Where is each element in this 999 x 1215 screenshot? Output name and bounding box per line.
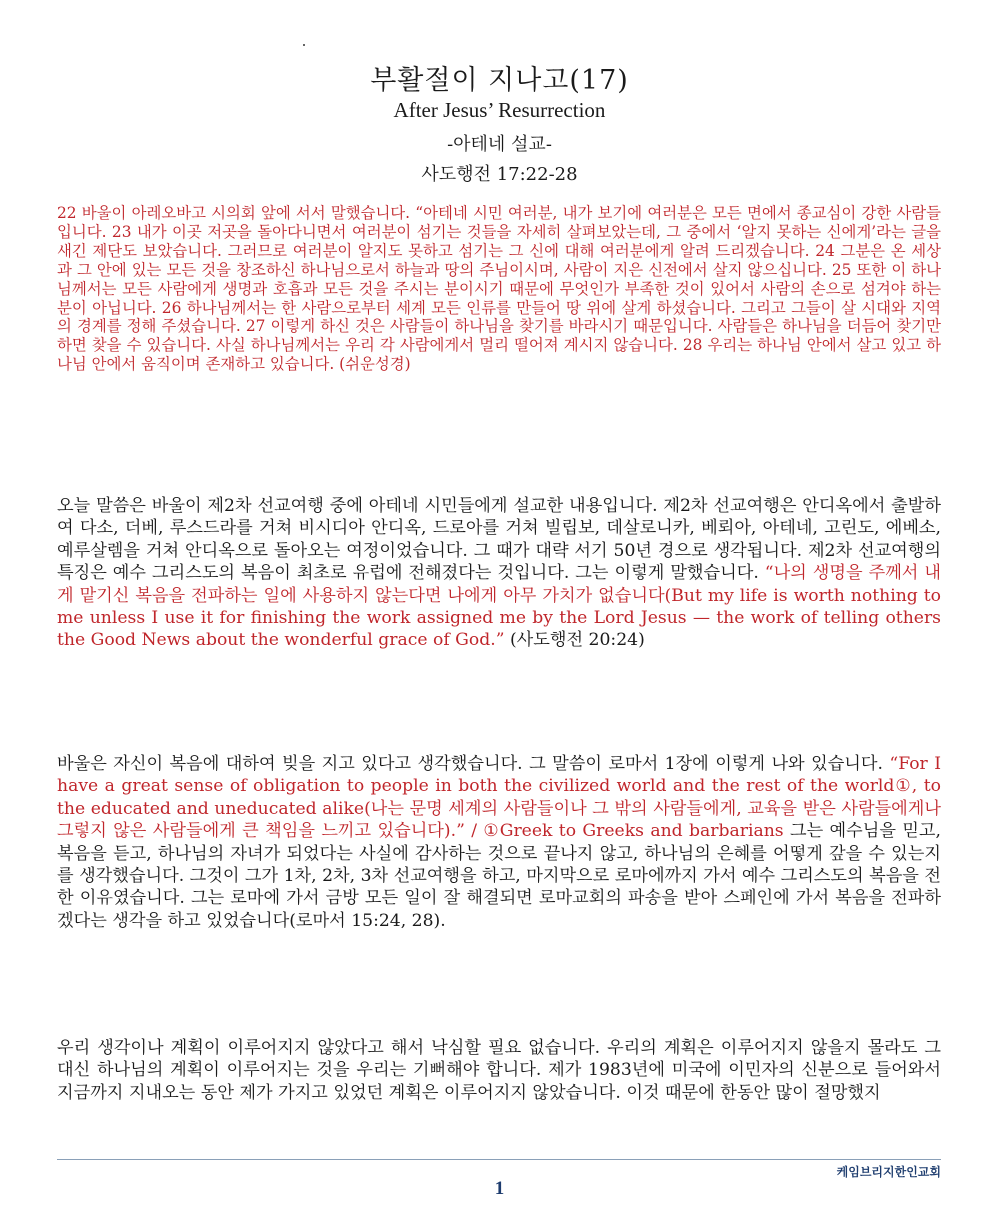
page-number: 1 <box>494 1178 505 1199</box>
sermon-subtitle-english: After Jesus’ Resurrection <box>393 98 606 122</box>
footer-church-name: 케임브리지한인교회 <box>836 1165 941 1179</box>
scripture-passage: 22 바울이 아레오바고 시의회 앞에 서서 말했습니다. “아테네 시민 여러분, 내가 보기에 여러분은 모든 면에서 종교심이 강한 사람들입니다. 23 내가 이곳 저곳을 돌아다니면서 여러분이 섬기는 것들을 자세히 살펴보았는데, 그 중에서 ‘알지 못하는 신에게’라는 글을 새긴 제단도 보았습니다. 그러므로 여러분이 알지도 못하고 섬기는 그 신에 대해 여러분에게 알려 드리겠습니다. 24 그분은 온 세상과 그 안에 있는 모든 것을 창조하신 하나님으로서 하늘과 땅의 주님이시며, 사람이 지은 신전에서 살지 않으십니다. 25 또한 이 하나님께서는 모든 사람에게 생명과 호흡과 모든 것을 주시는 분이시기 때문에 무엇인가 부족한 것이 있어서 사람의 손으로 섬겨야 하는 분이 아닙니다. 26 하나님께서는 한 사람으로부터 세계 모든 인류를 만들어 땅 위에 살게 하셨습니다. 그리고 그들이 살 시대와 지역의 경계를 정해 주셨습니다. 27 이렇게 하신 것은 사람들이 하나님을 찾기를 바라시기 때문입니다. 사람들은 하나님을 더듬어 찾기만 하면 찾을 수 있습니다. 사실 하나님께서는 우리 각 사람에게서 멀리 떨어져 계시지 않습니다. 28 우리는 하나님 안에서 살고 있고 하나님 안에서 움직이며 존재하고 있습니다. (쉬운성경) <box>57 204 941 374</box>
footer-divider <box>57 1159 941 1160</box>
sermon-subtitle-korean: -아테네 설교- <box>447 134 552 155</box>
paragraph-text: 바울은 자신이 복음에 대하여 빚을 지고 있다고 생각했습니다. 그 말씀이 로마서 1장에 이렇게 나와 있습니다. <box>57 754 890 774</box>
body-paragraph-3 <box>57 753 941 932</box>
quoted-verse: “For I have a great sense of obligation to people in both the civilized world and the rest of the world①, to the educated and uneducated alike(나는 문명 세계의 사람들이나 그 밖의 사람들에게, 교육을 받은 사람들에게나 그렇지 않은 사람들에게 큰 책임을 느끼고 있습니다).” / ①Greek to Greeks and barbarians <box>57 754 941 842</box>
paragraph-text: 오늘 말씀은 바울이 제2차 선교여행 중에 아테네 시민들에게 설교한 내용입니다. 제2차 선교여행은 안디옥에서 출발하여 다소, 더베, 루스드라를 거쳐 비시디아 안디옥, 드로아를 거쳐 빌립보, 데살로니카, 베뢰아, 아테네, 고린도, 에베소, 예루살렘을 거쳐 안디옥으로 돌아오는 여정이었습니다. 그 때가 대략 서기 50년 경으로 생각됩니다. 제2차 선교여행의 특징은 예수 그리스도의 복음이 최초로 유럽에 전해졌다는 것입니다. 그는 이렇게 말했습니다. <box>57 496 941 584</box>
sermon-title: 부활절이 지나고(17) <box>370 65 629 96</box>
verse-reference: (사도행전 20:24) <box>504 630 645 651</box>
quoted-verse: “나의 생명을 주께서 내게 맡기신 복음을 전파하는 일에 사용하지 않는다면 나에게 아무 가치가 없습니다(But my life is worth nothing to me unless I use it for finishing the work assigned me by the Lord Jesus — the work of telling others the Good News about the wonderful grace of God.” <box>57 563 941 651</box>
scripture-reference: 사도행전 17:22-28 <box>421 164 578 185</box>
paragraph-continuation: 그는 예수님을 믿고, 복음을 듣고, 하나님의 자녀가 되었다는 사실에 감사하는 것으로 끝나지 않고, 하나님의 은혜를 어떻게 갚을 수 있는지를 생각했습니다. 그것이 그가 1차, 2차, 3차 선교여행을 하고, 마지막으로 로마에까지 가서 예수 그리스도의 복음을 전한 이유였습니다. 그는 로마에 가서 금방 모든 일이 잘 해결되면 로마교회의 파송을 받아 스페인에 가서 복음을 전파하겠다는 생각을 하고 있었습니다(로마서 15:24, 28). <box>57 821 942 931</box>
body-paragraph-4: 우리 생각이나 계획이 이루어지지 않았다고 해서 낙심할 필요 없습니다. 우리의 계획은 이루어지지 않을지 몰라도 그 대신 하나님의 계획이 이루어지는 것을 우리는 기뻐해야 합니다. 제가 1983년에 미국에 이민자의 신분으로 들어와서 지금까지 지내오는 동안 제가 가지고 있었던 계획은 이루어지지 않았습니다. 이것 때문에 한동안 많이 절망했지 <box>57 1038 941 1103</box>
body-paragraph-2 <box>57 495 941 652</box>
speck-mark <box>303 44 305 46</box>
